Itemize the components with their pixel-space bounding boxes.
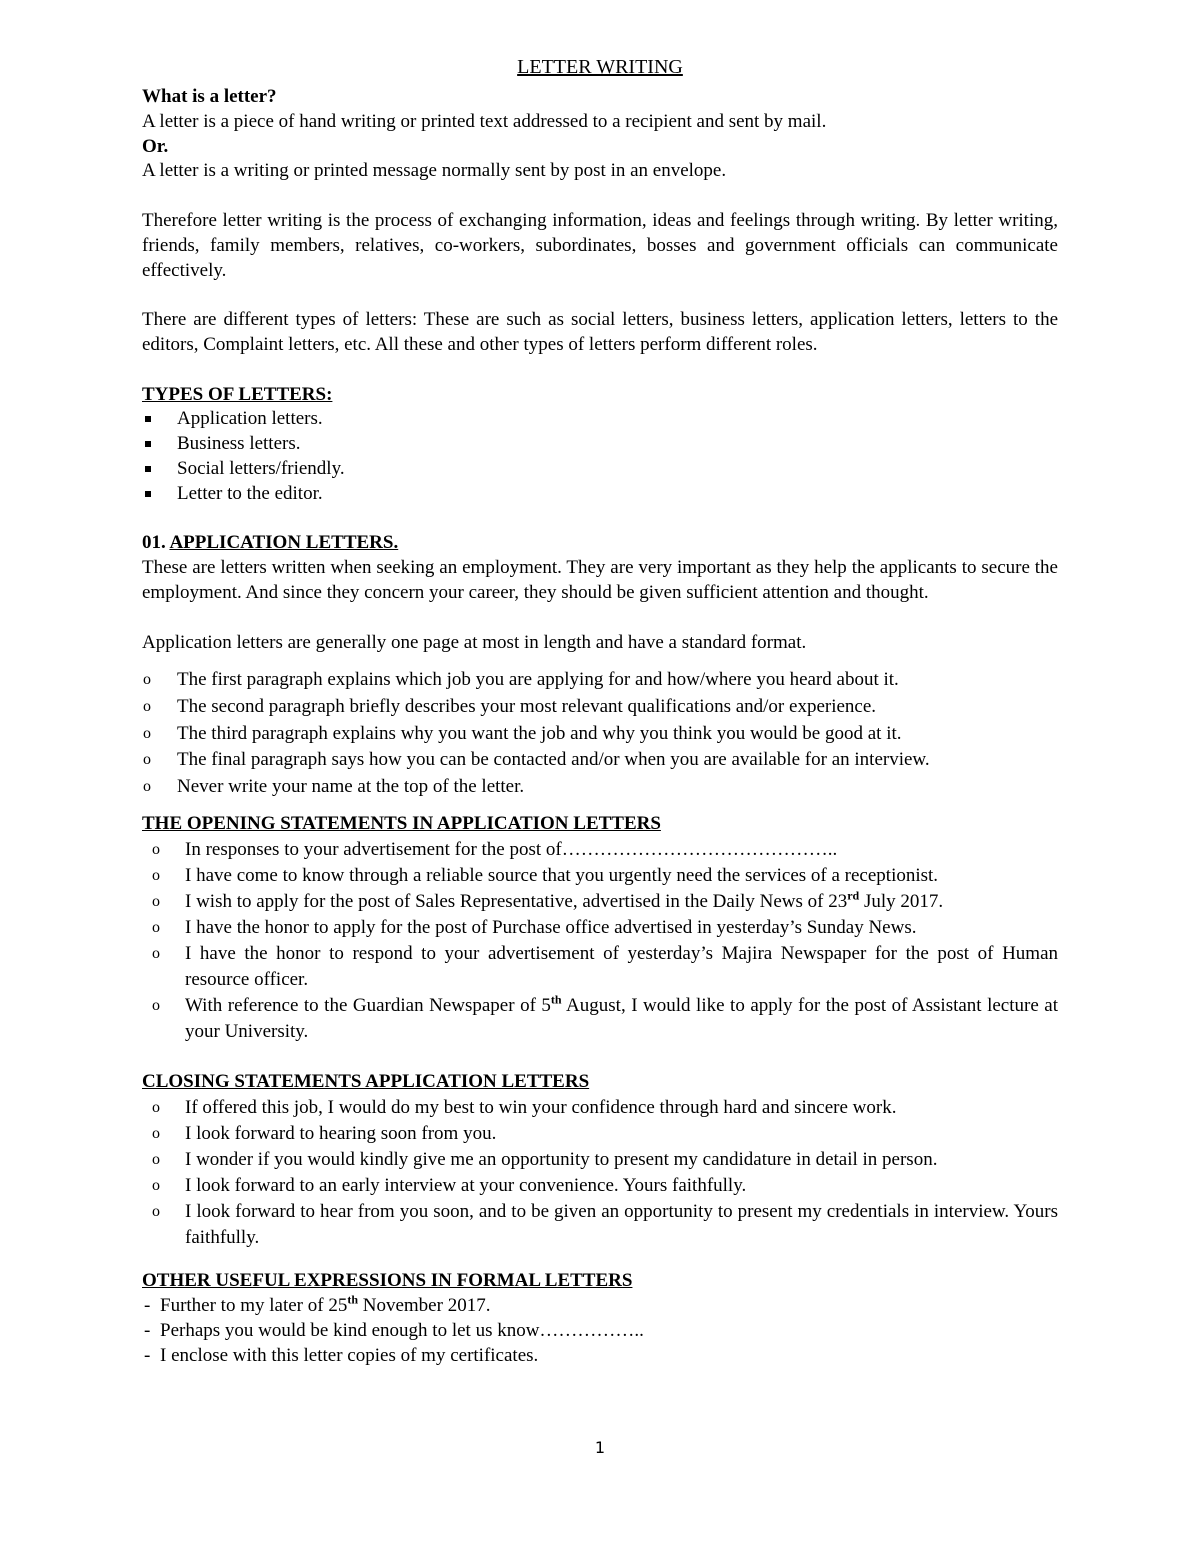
- page-number: 1: [594, 1438, 606, 1457]
- circle-bullet-icon: o: [152, 1150, 160, 1168]
- application-format-list: [142, 667, 1058, 800]
- application-paragraph-1: These are letters written when seeking an employment. They are very important as they help the applicants to secure the employment. And since they concern your career, they should be given sufficient attention and thought.: [142, 557, 1058, 603]
- list-item: o I wonder if you would kindly give me an opportunity to present my candidature in detail in person.: [142, 1147, 1058, 1173]
- or-label: Or.: [142, 135, 169, 157]
- section-title: APPLICATION LETTERS.: [169, 532, 399, 554]
- dash-bullet-icon: -: [144, 1345, 151, 1367]
- circle-bullet-icon: o: [143, 751, 151, 769]
- intro-paragraph-2: There are different types of letters: These are such as social letters, business letters, application letters, letters to the editors, Complaint letters, etc. All these and other types of letters perform different roles.: [142, 309, 1058, 355]
- closing-list: [142, 1095, 1058, 1251]
- intro-paragraph-1: Therefore letter writing is the process of exchanging information, ideas and feelings through writing. By letter writing, friends, family members, relatives, co-workers, subordinates, bosses and government officials can communicate effectively.: [142, 209, 1058, 281]
- list-item: o In responses to your advertisement for the post of……………………………………..: [142, 837, 1058, 863]
- list-item: o The second paragraph briefly describes your most relevant qualifications and/or experience.: [142, 694, 1058, 721]
- list-item: o I have the honor to apply for the post of Purchase office advertised in yesterday’s Sunday News.: [142, 915, 1058, 941]
- opening-list: [142, 837, 1058, 1045]
- dash-bullet-icon: -: [144, 1295, 151, 1317]
- list-item: o I look forward to hearing soon from you.: [142, 1121, 1058, 1147]
- circle-bullet-icon: o: [152, 1098, 160, 1116]
- circle-bullet-icon: o: [152, 867, 160, 885]
- circle-bullet-icon: o: [152, 945, 160, 963]
- list-item: Letter to the editor.: [142, 482, 1058, 507]
- dash-bullet-icon: -: [144, 1320, 151, 1342]
- list-item: o I wish to apply for the post of Sales Representative, advertised in the Daily News of 23rd July 2017.: [142, 889, 1058, 915]
- circle-bullet-icon: o: [152, 1176, 160, 1194]
- list-item: o I look forward to hear from you soon, and to be given an opportunity to present my credentials in interview. Yours faithfully.: [152, 1200, 1058, 1248]
- list-item: - I enclose with this letter copies of my certificates.: [144, 1345, 539, 1367]
- circle-bullet-icon: o: [152, 1124, 160, 1142]
- list-item: Application letters.: [142, 407, 1058, 432]
- circle-bullet-icon: o: [152, 997, 160, 1015]
- list-item: o If offered this job, I would do my best to win your confidence through hard and sincere work.: [142, 1095, 1058, 1121]
- list-item: - Further to my later of 25th November 2017.: [144, 1293, 491, 1317]
- circle-bullet-icon: o: [143, 777, 151, 795]
- other-expressions-heading: OTHER USEFUL EXPRESSIONS IN FORMAL LETTERS: [142, 1269, 633, 1291]
- circle-bullet-icon: o: [152, 919, 160, 937]
- circle-bullet-icon: o: [143, 671, 151, 689]
- application-heading: [142, 531, 1058, 556]
- list-item: Business letters.: [142, 432, 1058, 457]
- opening-heading: THE OPENING STATEMENTS IN APPLICATION LETTERS: [142, 813, 661, 835]
- list-item: o With reference to the Guardian Newspaper of 5th August, I would like to apply for the post of Assistant lecture at your University.: [152, 992, 1058, 1043]
- application-paragraph-2: Application letters are generally one page at most in length and have a standard format.: [142, 631, 807, 653]
- list-item: o The third paragraph explains why you want the job and why you think you would be good at it.: [142, 721, 1058, 748]
- list-item: Social letters/friendly.: [142, 457, 1058, 482]
- circle-bullet-icon: o: [152, 1202, 160, 1220]
- list-item: o The first paragraph explains which job you are applying for and how/where you heard about it.: [142, 667, 1058, 694]
- circle-bullet-icon: o: [152, 893, 160, 911]
- circle-bullet-icon: o: [152, 841, 160, 859]
- list-item: o Never write your name at the top of the letter.: [142, 774, 1058, 801]
- list-item: o The final paragraph says how you can be contacted and/or when you are available for an interview.: [142, 747, 1058, 774]
- what-is-letter-question: What is a letter?: [142, 86, 277, 107]
- circle-bullet-icon: o: [143, 724, 151, 742]
- types-heading: TYPES OF LETTERS:: [142, 383, 333, 405]
- types-list: [142, 407, 1058, 506]
- list-item: o I have the honor to respond to your advertisement of yesterday’s Majira Newspaper for the post of Human resource officer.: [152, 943, 1058, 991]
- other-expressions-list: [142, 1293, 1058, 1368]
- list-item: o I look forward to an early interview at your convenience. Yours faithfully.: [142, 1173, 1058, 1199]
- section-number: 01.: [142, 532, 166, 554]
- document-page: [142, 54, 1058, 1368]
- list-item: - Perhaps you would be kind enough to let us know……………..: [144, 1320, 644, 1342]
- circle-bullet-icon: o: [143, 697, 151, 715]
- document-title: LETTER WRITING: [517, 56, 683, 78]
- closing-heading: CLOSING STATEMENTS APPLICATION LETTERS: [142, 1070, 590, 1092]
- list-item: o I have come to know through a reliable source that you urgently need the services of a receptionist.: [142, 863, 1058, 889]
- definition-2: A letter is a writing or printed message normally sent by post in an envelope.: [142, 160, 727, 182]
- definition-1: A letter is a piece of hand writing or printed text addressed to a recipient and sent by mail.: [142, 110, 827, 132]
